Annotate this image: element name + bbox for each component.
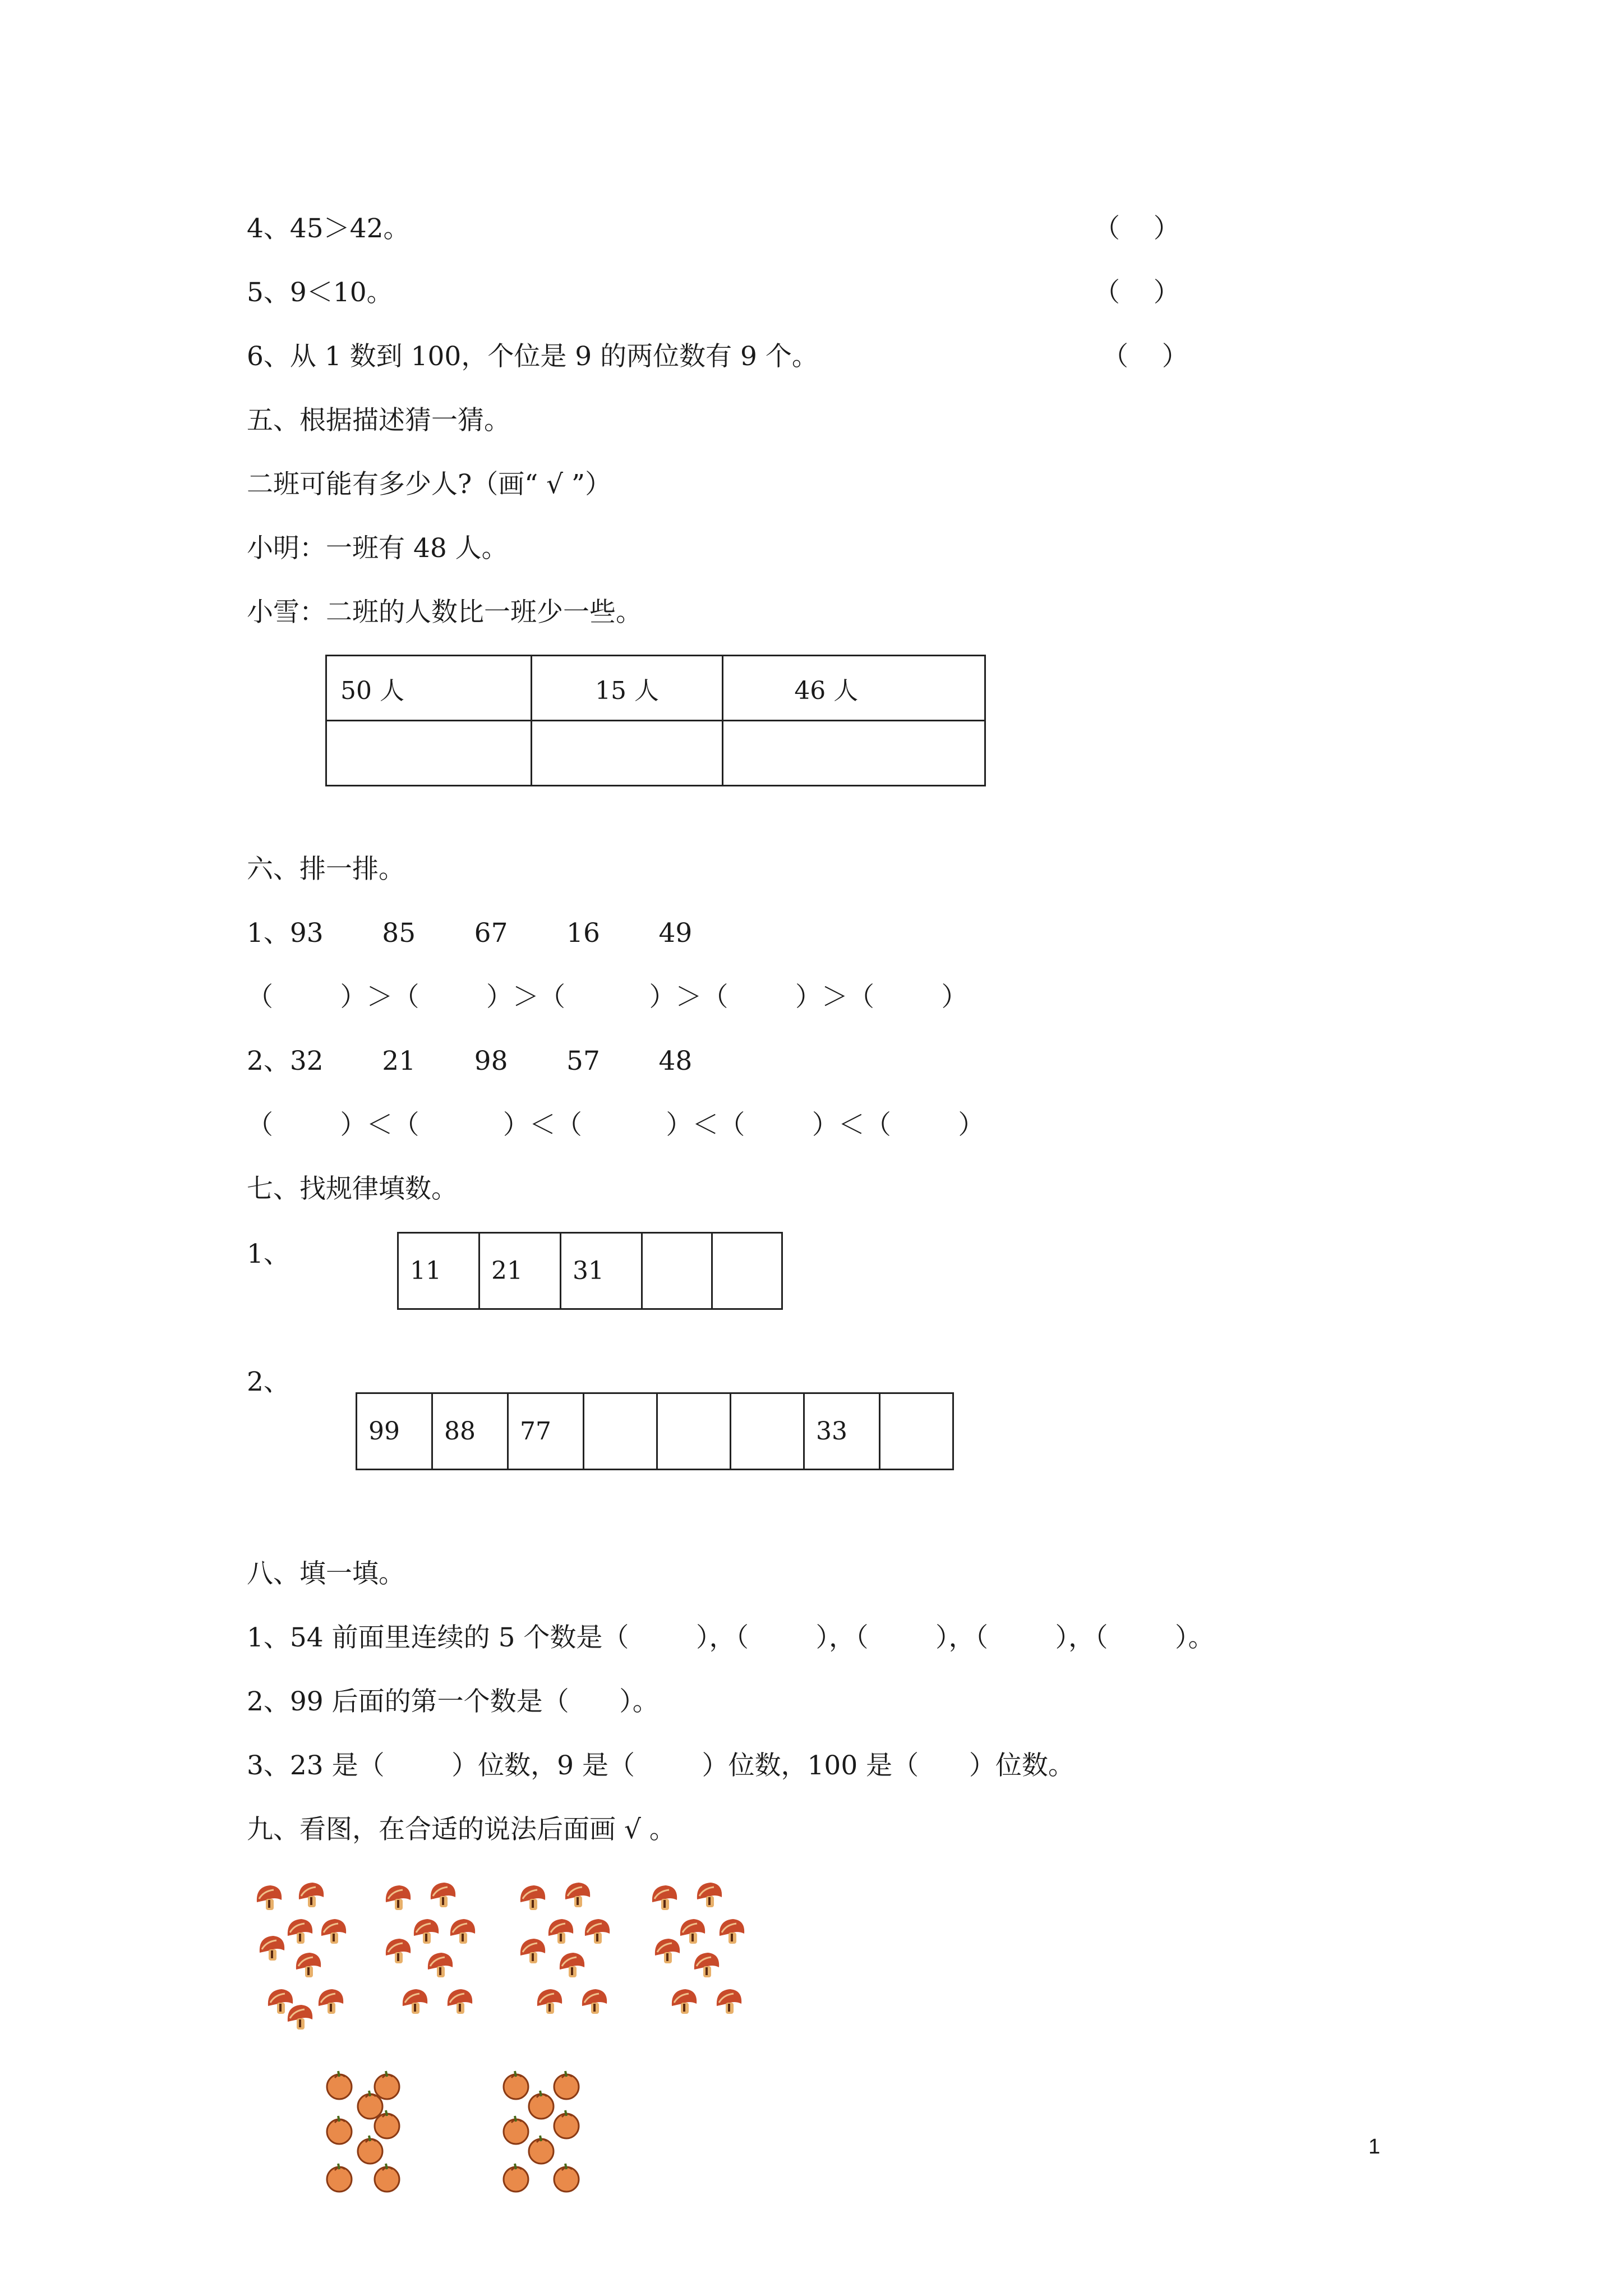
- pattern-q2-table: [356, 1392, 954, 1470]
- item-4-text: 4、45＞42。: [247, 213, 410, 244]
- pattern-q1-cell[interactable]: [712, 1233, 782, 1309]
- mushroom-cluster-4: [652, 1883, 744, 2014]
- item-6-text: 6、从 1 数到 100，个位是 9 的两位数有 9 个。: [247, 341, 818, 372]
- peach-cluster-1: [327, 2071, 399, 2192]
- check-cell-15[interactable]: [531, 721, 723, 786]
- section8-title: 八、填一填。: [247, 1558, 405, 1589]
- peach-cluster-2: [504, 2071, 579, 2192]
- xiaoxue-statement: 小雪：二班的人数比一班少一些。: [247, 597, 642, 628]
- mushroom-cluster-2: [386, 1883, 475, 2014]
- pattern-q2-cell[interactable]: [584, 1393, 657, 1470]
- sort-q2-numbers: 2、32 21 98 57 48: [247, 1046, 693, 1076]
- section5-title: 五、根据描述猜一猜。: [247, 405, 510, 436]
- sort-q1-blanks[interactable]: （ ）＞（ ）＞（ ）＞（ ）＞（ ）: [247, 982, 968, 1013]
- fill-q3[interactable]: 3、23 是（ ）位数，9 是（ ）位数，100 是（ ）位数。: [247, 1750, 1075, 1781]
- peach-group-picture: [314, 2070, 628, 2227]
- pattern-q2-cell[interactable]: [657, 1393, 731, 1470]
- option-50: 50 人: [326, 656, 532, 721]
- xiaoming-statement: 小明：一班有 48 人。: [247, 533, 508, 564]
- pattern-q1-cell: 21: [479, 1233, 561, 1309]
- pattern-q2-cell: 99: [357, 1393, 432, 1470]
- pattern-q1-cell: 11: [398, 1233, 479, 1309]
- check-cell-46[interactable]: [723, 721, 985, 786]
- section9-title: 九、看图，在合适的说法后面画 √ 。: [247, 1814, 676, 1845]
- pattern-q1-cell[interactable]: [642, 1233, 712, 1309]
- section7-title: 七、找规律填数。: [247, 1174, 458, 1204]
- pattern-q1-cell: 31: [561, 1233, 642, 1309]
- item-5-text: 5、9＜10。: [247, 277, 393, 308]
- mushroom-cluster-1: [257, 1883, 346, 2030]
- pattern-q2-cell[interactable]: [731, 1393, 804, 1470]
- mushroom-cluster-3: [520, 1883, 610, 2014]
- guess-table: [325, 655, 986, 786]
- section5-question: 二班可能有多少人?（画“ √ ”）: [247, 469, 612, 500]
- pattern-q2-label: 2、: [247, 1366, 290, 1397]
- item-5-answer-blank[interactable]: （ ）: [1094, 277, 1180, 308]
- page-number: 1: [1368, 2135, 1381, 2159]
- mushroom-group-picture: [247, 1874, 763, 2042]
- sort-q2-blanks[interactable]: （ ）＜（ ）＜（ ）＜（ ）＜（ ）: [247, 1110, 985, 1140]
- fill-q1[interactable]: 1、54 前面里连续的 5 个数是（ ），（ ），（ ），（ ），（ ）。: [247, 1622, 1215, 1653]
- item-6-answer-blank[interactable]: （ ）: [1102, 341, 1188, 372]
- pattern-q2-cell: 33: [804, 1393, 880, 1470]
- pattern-q2-cell[interactable]: [880, 1393, 953, 1470]
- option-15: 15 人: [531, 656, 723, 721]
- check-cell-50[interactable]: [326, 721, 532, 786]
- fill-q2[interactable]: 2、99 后面的第一个数是（ ）。: [247, 1686, 659, 1717]
- section6-title: 六、排一排。: [247, 854, 405, 885]
- sort-q1-numbers: 1、93 85 67 16 49: [247, 918, 693, 949]
- pattern-q2-cell: 88: [432, 1393, 508, 1470]
- pattern-q2-cell: 77: [508, 1393, 584, 1470]
- pattern-q1-label: 1、: [247, 1239, 290, 1269]
- option-46: 46 人: [723, 656, 985, 721]
- pattern-q1-table: [397, 1232, 783, 1310]
- item-4-answer-blank[interactable]: （ ）: [1094, 213, 1180, 244]
